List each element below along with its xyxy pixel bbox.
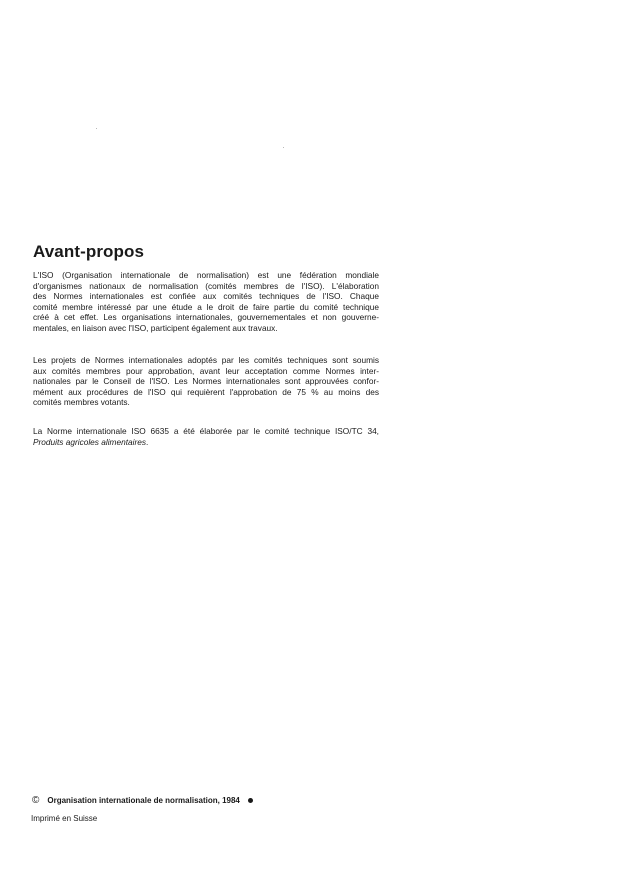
copyright-notice xyxy=(32,795,253,806)
scan-speck xyxy=(96,128,97,129)
printed-location: Imprimé en Suisse xyxy=(31,814,98,823)
text-line: mément aux procédures de l'ISO qui requièrent l'approbation de 75 % au moins des xyxy=(33,386,379,397)
text-line: créé à cet effet. Les organisations internationales, gouvernementales et non gouverne- xyxy=(33,312,379,323)
text-line: des Normes internationales est confiée aux comités techniques de l'ISO. Chaque xyxy=(33,291,379,302)
copyright-text: Organisation internationale de normalisation, 1984 xyxy=(47,796,240,805)
paragraph-approval-process xyxy=(33,355,379,408)
text-line: La Norme internationale ISO 6635 a été élaborée par le comité technique ISO/TC 34, xyxy=(33,426,379,436)
text-line: L'ISO (Organisation internationale de normalisation) est une fédération mondiale xyxy=(33,270,379,280)
text-line: comités membres votants. xyxy=(33,397,130,408)
text-line-committee-title xyxy=(33,437,379,448)
committee-title: Produits agricoles alimentaires xyxy=(33,436,146,447)
copyright-symbol: © xyxy=(32,795,40,806)
page-heading: Avant-propos xyxy=(33,242,145,261)
text-line: mentales, en liaison avec l'ISO, participent également aux travaux. xyxy=(33,322,278,333)
text-line: comité membre intéressé par une étude a le droit de faire partie du comité technique xyxy=(33,301,379,312)
paragraph-iso-description xyxy=(33,270,379,334)
text-line: aux comités membres pour approbation, avant leur acceptation comme Normes inter- xyxy=(33,365,379,376)
paragraph-standard-origin xyxy=(33,426,379,447)
scan-speck xyxy=(283,147,284,148)
text-line: nationales par le Conseil de l'ISO. Les Normes internationales sont approuvées confor- xyxy=(33,376,379,387)
period: . xyxy=(145,436,149,447)
text-line: d'organismes nationaux de normalisation (comités membres de l'ISO). L'élaboration xyxy=(33,280,379,291)
bullet-dot-icon xyxy=(248,798,253,803)
text-line: Les projets de Normes internationales adoptés par les comités techniques sont soumis xyxy=(33,355,379,365)
